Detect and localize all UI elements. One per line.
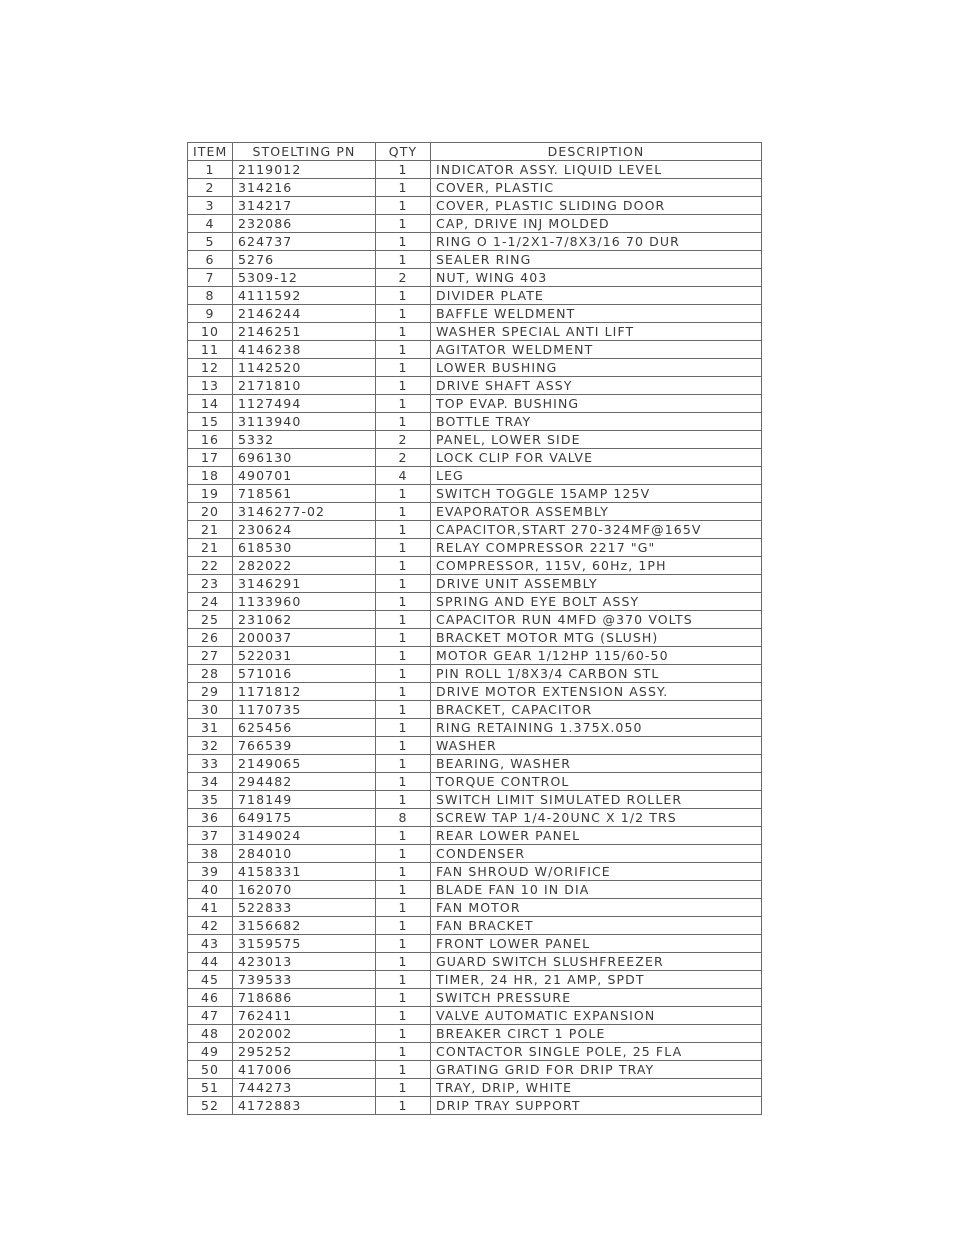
part-number-cell: 3149024 [233,827,376,845]
description-cell: WASHER SPECIAL ANTI LIFT [431,323,762,341]
quantity-cell: 1 [376,359,431,377]
item-number-cell: 27 [188,647,233,665]
table-row [188,665,762,683]
item-number-cell: 28 [188,665,233,683]
description-cell: GRATING GRID FOR DRIP TRAY [431,1061,762,1079]
part-number-cell: 417006 [233,1061,376,1079]
quantity-cell: 1 [376,503,431,521]
table-row [188,503,762,521]
quantity-cell: 1 [376,575,431,593]
table-row [188,593,762,611]
part-number-cell: 231062 [233,611,376,629]
description-cell: PANEL, LOWER SIDE [431,431,762,449]
table-row [188,251,762,269]
item-number-cell: 21 [188,539,233,557]
table-row [188,233,762,251]
item-number-cell: 48 [188,1025,233,1043]
item-number-cell: 38 [188,845,233,863]
table-row [188,179,762,197]
table-row [188,737,762,755]
part-number-cell: 739533 [233,971,376,989]
table-row [188,1061,762,1079]
table-row [188,791,762,809]
item-number-cell: 18 [188,467,233,485]
description-cell: DRIVE SHAFT ASSY [431,377,762,395]
quantity-cell: 1 [376,935,431,953]
part-number-cell: 295252 [233,1043,376,1061]
part-number-cell: 490701 [233,467,376,485]
part-number-cell: 762411 [233,1007,376,1025]
description-cell: TIMER, 24 HR, 21 AMP, SPDT [431,971,762,989]
item-number-cell: 37 [188,827,233,845]
item-number-cell: 29 [188,683,233,701]
quantity-cell: 1 [376,413,431,431]
table-row [188,215,762,233]
table-row [188,971,762,989]
table-row [188,359,762,377]
part-number-cell: 766539 [233,737,376,755]
table-row [188,341,762,359]
table-row [188,719,762,737]
quantity-cell: 8 [376,809,431,827]
description-cell: SWITCH LIMIT SIMULATED ROLLER [431,791,762,809]
table-row [188,809,762,827]
description-cell: BRACKET MOTOR MTG (SLUSH) [431,629,762,647]
description-cell: REAR LOWER PANEL [431,827,762,845]
table-row [188,557,762,575]
part-number-cell: 282022 [233,557,376,575]
part-number-cell: 5276 [233,251,376,269]
description-cell: VALVE AUTOMATIC EXPANSION [431,1007,762,1025]
quantity-cell: 1 [376,1061,431,1079]
quantity-cell: 1 [376,161,431,179]
description-cell: INDICATOR ASSY. LIQUID LEVEL [431,161,762,179]
item-number-cell: 20 [188,503,233,521]
description-cell: BRACKET, CAPACITOR [431,701,762,719]
part-number-cell: 202002 [233,1025,376,1043]
description-cell: LEG [431,467,762,485]
item-number-cell: 51 [188,1079,233,1097]
quantity-cell: 1 [376,323,431,341]
table-row [188,1007,762,1025]
description-cell: CONDENSER [431,845,762,863]
table-row [188,269,762,287]
description-cell: TORQUE CONTROL [431,773,762,791]
table-row [188,701,762,719]
quantity-cell: 1 [376,863,431,881]
part-number-cell: 230624 [233,521,376,539]
part-number-cell: 649175 [233,809,376,827]
item-number-cell: 30 [188,701,233,719]
item-number-cell: 3 [188,197,233,215]
item-number-cell: 49 [188,1043,233,1061]
description-cell: DRIVE UNIT ASSEMBLY [431,575,762,593]
description-cell: EVAPORATOR ASSEMBLY [431,503,762,521]
item-number-cell: 46 [188,989,233,1007]
quantity-cell: 1 [376,791,431,809]
part-number-cell: 200037 [233,629,376,647]
part-number-cell: 618530 [233,539,376,557]
part-number-cell: 4158331 [233,863,376,881]
description-cell: CAPACITOR RUN 4MFD @370 VOLTS [431,611,762,629]
description-cell: RING RETAINING 1.375X.050 [431,719,762,737]
table-row [188,683,762,701]
quantity-cell: 2 [376,449,431,467]
item-number-cell: 34 [188,773,233,791]
part-number-cell: 522833 [233,899,376,917]
table-row [188,1097,762,1115]
part-number-cell: 4146238 [233,341,376,359]
item-number-cell: 23 [188,575,233,593]
description-cell: FAN MOTOR [431,899,762,917]
item-number-cell: 9 [188,305,233,323]
quantity-cell: 1 [376,1043,431,1061]
description-cell: CAPACITOR,START 270-324MF@165V [431,521,762,539]
item-number-cell: 13 [188,377,233,395]
quantity-cell: 1 [376,251,431,269]
quantity-cell: 1 [376,647,431,665]
description-cell: DRIVE MOTOR EXTENSION ASSY. [431,683,762,701]
quantity-cell: 1 [376,737,431,755]
item-number-cell: 36 [188,809,233,827]
item-number-cell: 47 [188,1007,233,1025]
table-row [188,845,762,863]
quantity-cell: 1 [376,881,431,899]
quantity-cell: 1 [376,773,431,791]
table-row [188,863,762,881]
part-number-cell: 718561 [233,485,376,503]
item-number-cell: 33 [188,755,233,773]
description-cell: RELAY COMPRESSOR 2217 "G" [431,539,762,557]
quantity-cell: 1 [376,827,431,845]
part-number-cell: 232086 [233,215,376,233]
quantity-cell: 1 [376,377,431,395]
quantity-cell: 2 [376,431,431,449]
table-row [188,377,762,395]
description-cell: BLADE FAN 10 IN DIA [431,881,762,899]
description-cell: BOTTLE TRAY [431,413,762,431]
quantity-cell: 1 [376,197,431,215]
part-number-cell: 1170735 [233,701,376,719]
description-cell: COVER, PLASTIC [431,179,762,197]
quantity-cell: 1 [376,683,431,701]
description-cell: WASHER [431,737,762,755]
part-number-cell: 284010 [233,845,376,863]
part-number-cell: 1142520 [233,359,376,377]
parts-table-body [188,161,762,1115]
table-row [188,755,762,773]
table-row [188,305,762,323]
table-header-row [188,143,762,161]
part-number-cell: 744273 [233,1079,376,1097]
quantity-cell: 1 [376,287,431,305]
quantity-cell: 1 [376,701,431,719]
description-cell: TRAY, DRIP, WHITE [431,1079,762,1097]
item-number-cell: 32 [188,737,233,755]
table-row [188,1043,762,1061]
quantity-cell: 1 [376,755,431,773]
part-number-cell: 5332 [233,431,376,449]
quantity-cell: 1 [376,341,431,359]
header-item: ITEM [188,143,233,161]
table-row [188,431,762,449]
quantity-cell: 2 [376,269,431,287]
item-number-cell: 17 [188,449,233,467]
description-cell: CONTACTOR SINGLE POLE, 25 FLA [431,1043,762,1061]
quantity-cell: 1 [376,629,431,647]
item-number-cell: 1 [188,161,233,179]
table-row [188,989,762,1007]
description-cell: FAN SHROUD W/ORIFICE [431,863,762,881]
item-number-cell: 16 [188,431,233,449]
description-cell: PIN ROLL 1/8X3/4 CARBON STL [431,665,762,683]
item-number-cell: 5 [188,233,233,251]
description-cell: FRONT LOWER PANEL [431,935,762,953]
table-row [188,899,762,917]
item-number-cell: 24 [188,593,233,611]
quantity-cell: 1 [376,917,431,935]
part-number-cell: 2146251 [233,323,376,341]
part-number-cell: 625456 [233,719,376,737]
description-cell: TOP EVAP. BUSHING [431,395,762,413]
description-cell: SPRING AND EYE BOLT ASSY [431,593,762,611]
quantity-cell: 1 [376,305,431,323]
quantity-cell: 1 [376,557,431,575]
description-cell: LOWER BUSHING [431,359,762,377]
table-row [188,953,762,971]
item-number-cell: 22 [188,557,233,575]
quantity-cell: 1 [376,215,431,233]
description-cell: DIVIDER PLATE [431,287,762,305]
item-number-cell: 12 [188,359,233,377]
table-row [188,197,762,215]
part-number-cell: 3159575 [233,935,376,953]
quantity-cell: 1 [376,719,431,737]
table-row [188,521,762,539]
part-number-cell: 571016 [233,665,376,683]
item-number-cell: 31 [188,719,233,737]
table-row [188,647,762,665]
quantity-cell: 4 [376,467,431,485]
quantity-cell: 1 [376,989,431,1007]
description-cell: NUT, WING 403 [431,269,762,287]
part-number-cell: 5309-12 [233,269,376,287]
part-number-cell: 1133960 [233,593,376,611]
item-number-cell: 39 [188,863,233,881]
part-number-cell: 4172883 [233,1097,376,1115]
part-number-cell: 624737 [233,233,376,251]
table-row [188,395,762,413]
part-number-cell: 314217 [233,197,376,215]
part-number-cell: 162070 [233,881,376,899]
item-number-cell: 14 [188,395,233,413]
table-row [188,827,762,845]
quantity-cell: 1 [376,665,431,683]
table-row [188,611,762,629]
item-number-cell: 10 [188,323,233,341]
quantity-cell: 1 [376,1007,431,1025]
part-number-cell: 4111592 [233,287,376,305]
item-number-cell: 35 [188,791,233,809]
description-cell: COVER, PLASTIC SLIDING DOOR [431,197,762,215]
part-number-cell: 3146291 [233,575,376,593]
part-number-cell: 2171810 [233,377,376,395]
table-row [188,881,762,899]
description-cell: SEALER RING [431,251,762,269]
quantity-cell: 1 [376,971,431,989]
part-number-cell: 2149065 [233,755,376,773]
part-number-cell: 3156682 [233,917,376,935]
item-number-cell: 41 [188,899,233,917]
table-row [188,1025,762,1043]
item-number-cell: 6 [188,251,233,269]
quantity-cell: 1 [376,899,431,917]
description-cell: SWITCH TOGGLE 15AMP 125V [431,485,762,503]
table-row [188,539,762,557]
table-row [188,449,762,467]
description-cell: COMPRESSOR, 115V, 60Hz, 1PH [431,557,762,575]
part-number-cell: 1127494 [233,395,376,413]
part-number-cell: 718686 [233,989,376,1007]
item-number-cell: 42 [188,917,233,935]
part-number-cell: 294482 [233,773,376,791]
quantity-cell: 1 [376,485,431,503]
table-row [188,323,762,341]
description-cell: CAP, DRIVE INJ MOLDED [431,215,762,233]
header-quantity: QTY [376,143,431,161]
part-number-cell: 3146277-02 [233,503,376,521]
description-cell: BREAKER CIRCT 1 POLE [431,1025,762,1043]
item-number-cell: 4 [188,215,233,233]
quantity-cell: 1 [376,593,431,611]
item-number-cell: 40 [188,881,233,899]
item-number-cell: 26 [188,629,233,647]
part-number-cell: 1171812 [233,683,376,701]
item-number-cell: 50 [188,1061,233,1079]
part-number-cell: 314216 [233,179,376,197]
part-number-cell: 522031 [233,647,376,665]
item-number-cell: 7 [188,269,233,287]
item-number-cell: 52 [188,1097,233,1115]
description-cell: DRIP TRAY SUPPORT [431,1097,762,1115]
quantity-cell: 1 [376,521,431,539]
part-number-cell: 2119012 [233,161,376,179]
quantity-cell: 1 [376,1097,431,1115]
item-number-cell: 8 [188,287,233,305]
table-row [188,1079,762,1097]
header-description: DESCRIPTION [431,143,762,161]
table-row [188,161,762,179]
table-row [188,413,762,431]
description-cell: LOCK CLIP FOR VALVE [431,449,762,467]
part-number-cell: 718149 [233,791,376,809]
quantity-cell: 1 [376,1079,431,1097]
part-number-cell: 696130 [233,449,376,467]
header-part-number: STOELTING PN [233,143,376,161]
part-number-cell: 2146244 [233,305,376,323]
quantity-cell: 1 [376,1025,431,1043]
item-number-cell: 19 [188,485,233,503]
table-row [188,575,762,593]
description-cell: GUARD SWITCH SLUSHFREEZER [431,953,762,971]
part-number-cell: 423013 [233,953,376,971]
quantity-cell: 1 [376,611,431,629]
table-row [188,629,762,647]
table-row [188,287,762,305]
table-row [188,485,762,503]
table-row [188,467,762,485]
description-cell: BAFFLE WELDMENT [431,305,762,323]
item-number-cell: 2 [188,179,233,197]
description-cell: SCREW TAP 1/4-20UNC X 1/2 TRS [431,809,762,827]
description-cell: RING O 1-1/2X1-7/8X3/16 70 DUR [431,233,762,251]
item-number-cell: 15 [188,413,233,431]
item-number-cell: 11 [188,341,233,359]
quantity-cell: 1 [376,953,431,971]
item-number-cell: 45 [188,971,233,989]
table-row [188,935,762,953]
item-number-cell: 44 [188,953,233,971]
table-row [188,773,762,791]
description-cell: BEARING, WASHER [431,755,762,773]
item-number-cell: 25 [188,611,233,629]
quantity-cell: 1 [376,845,431,863]
table-row [188,917,762,935]
description-cell: AGITATOR WELDMENT [431,341,762,359]
description-cell: SWITCH PRESSURE [431,989,762,1007]
quantity-cell: 1 [376,539,431,557]
parts-list-table [187,142,762,1115]
item-number-cell: 43 [188,935,233,953]
quantity-cell: 1 [376,233,431,251]
quantity-cell: 1 [376,395,431,413]
item-number-cell: 21 [188,521,233,539]
part-number-cell: 3113940 [233,413,376,431]
description-cell: MOTOR GEAR 1/12HP 115/60-50 [431,647,762,665]
quantity-cell: 1 [376,179,431,197]
description-cell: FAN BRACKET [431,917,762,935]
